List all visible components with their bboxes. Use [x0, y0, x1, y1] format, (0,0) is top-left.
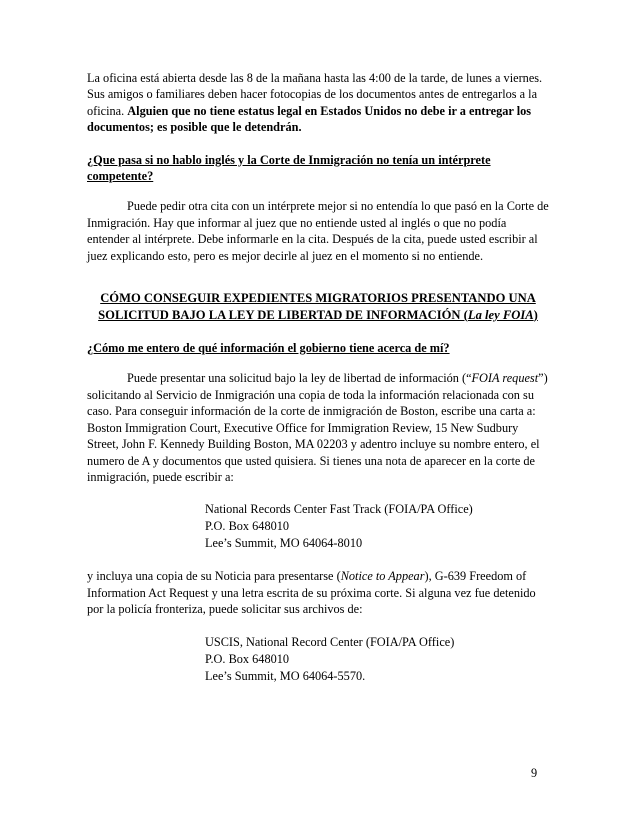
foia-answer-text-b: ”) solicitando al Servicio de Inmigración una copia de toda la información relacionada con su caso. Para conseguir información de la corte de inmigración de Boston, escribe una carta a: Boston Immigration Court, Executive Office for Immigration Review, 15 New Sudbury Street, John F. Kennedy Building Boston, MA 02203 y adentro incluye su nombre entero, el numero de A y documentos que usted quisiera. Si tienes una nota de aparecer en la corte de inmigración, puede escribir a:	[87, 371, 548, 484]
interpreter-answer-paragraph: Puede pedir otra cita con un intérprete mejor si no entendía lo que pasó en la Corte de Inmigración. Hay que informar al juez que no entiende usted al inglés o que no podía entender al intérprete. Debe informarle en la cita. Después de la cita, puede usted escribir al juez explicando esto, pero es mejor decirle al juez en el momento si no entiende.	[87, 199, 549, 263]
notice-text-a: y incluya una copia de su Noticia para presentarse (	[87, 569, 341, 584]
notice-to-appear-italic: Notice to Appear	[340, 569, 425, 584]
office-hours-text: La oficina está abierta desde las 8 de la mañana hasta las 4:00 de la tarde, de lunes a viernes. Sus amigos o familiares deben hacer fotocopias de los documentos antes de entregarlos a la oficina.	[87, 71, 543, 118]
legal-status-warning: Alguien que no tiene estatus legal en Estados Unidos no debe ir a entregar los documentos; es posible que le detendrán.	[87, 103, 532, 135]
address2-line3: Lee’s Summit, MO 64064-5570.	[205, 668, 366, 683]
address-block-2	[205, 634, 549, 685]
notice-paragraph	[87, 568, 549, 617]
foia-answer-text-a: Puede presentar una solicitud bajo la ley de libertad de información (“	[127, 371, 472, 386]
address1-line2: P.O. Box 648010	[205, 519, 290, 534]
foia-request-italic: FOIA request	[471, 371, 539, 386]
address2-line1: USCIS, National Record Center (FOIA/PA Office)	[205, 634, 455, 649]
address2-line2: P.O. Box 648010	[205, 651, 290, 666]
page-number: 9	[531, 766, 538, 780]
foia-answer-paragraph	[87, 370, 549, 485]
office-hours-paragraph	[87, 70, 549, 136]
notice-text-b: ), G-639 Freedom of Information Act Request y una letra escrita de su próxima corte. Si alguna vez fue detenido por la policía fronteriza, puede solicitar sus archivos de:	[87, 569, 536, 617]
document-page	[87, 70, 549, 685]
foia-question-heading: ¿Cómo me entero de qué información el gobierno tiene acerca de mí?	[87, 341, 450, 356]
section-title-close-paren: )	[533, 308, 538, 323]
section-title-line2-text: SOLICITUD BAJO LA LEY DE LIBERTAD DE INFORMACIÓN (	[98, 308, 468, 323]
address1-line1: National Records Center Fast Track (FOIA/PA Office)	[205, 502, 473, 517]
interpreter-question-heading: ¿Que pasa si no hablo inglés y la Corte de Inmigración no tenía un intérprete competente?	[87, 152, 491, 184]
section-title-line1: CÓMO CONSEGUIR EXPEDIENTES MIGRATORIOS PRESENTANDO UNA	[100, 291, 536, 306]
section-title-line2	[87, 307, 549, 324]
address1-line3: Lee’s Summit, MO 64064-8010	[205, 536, 363, 551]
address-block-1	[205, 501, 549, 552]
section-title	[87, 290, 549, 324]
section-title-foia-italic: La ley FOIA	[467, 308, 534, 323]
